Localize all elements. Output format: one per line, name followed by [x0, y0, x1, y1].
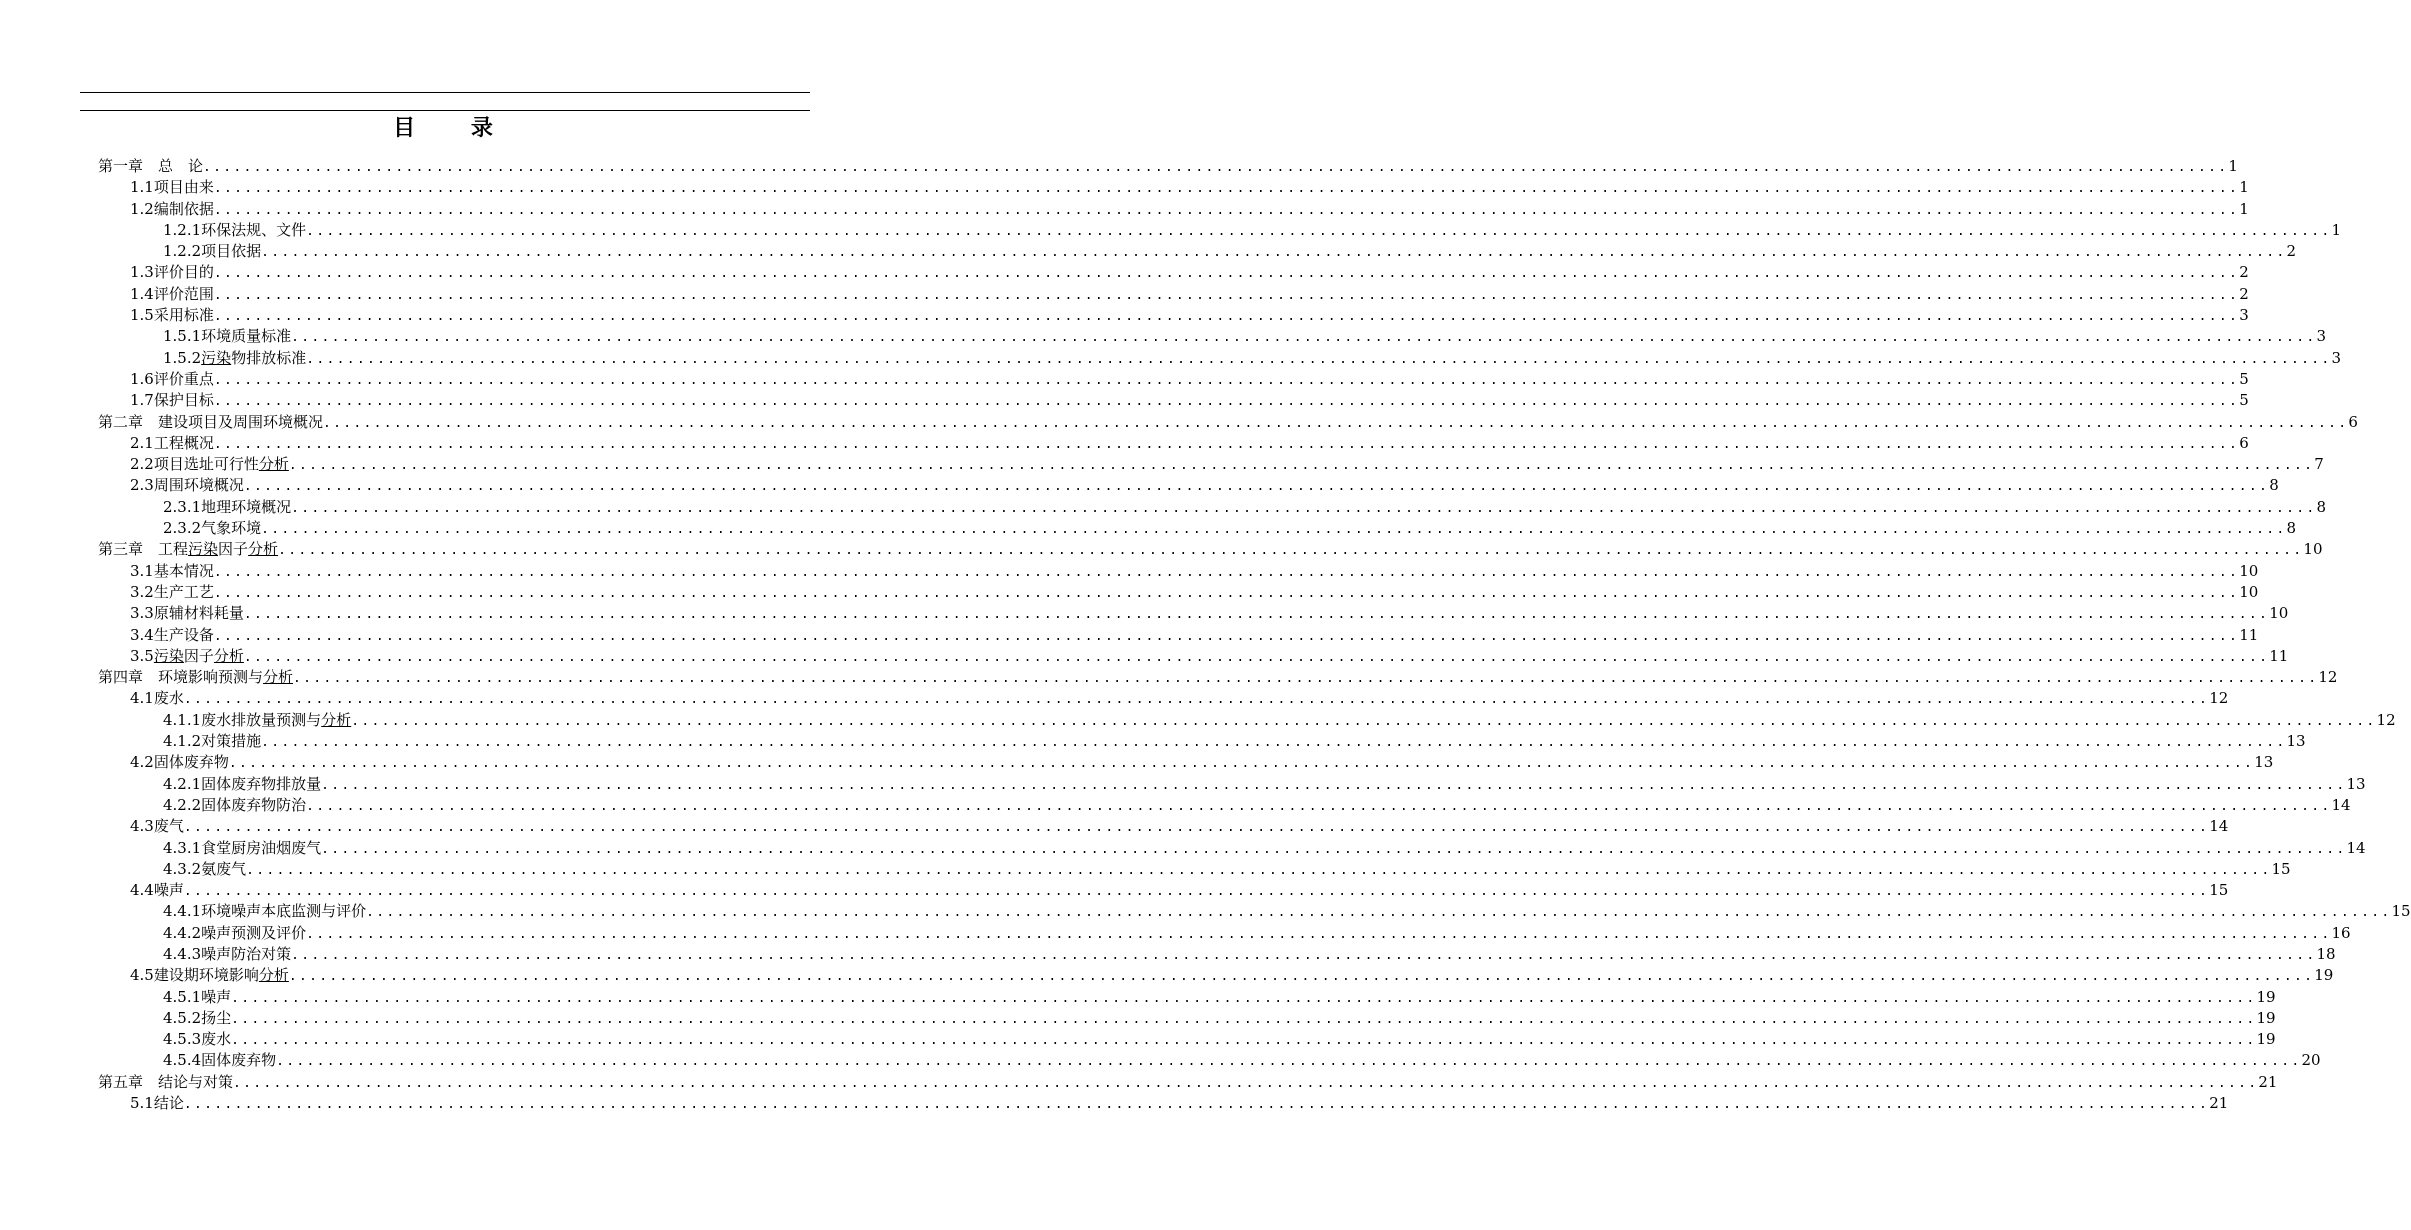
toc-entry-label: 4.5.4固体废弃物 — [163, 1051, 277, 1070]
toc-entry[interactable] — [98, 326, 2327, 347]
toc-entry-label: 2.1工程概况 — [130, 433, 214, 452]
toc-entry[interactable] — [98, 348, 2342, 369]
toc-page-number: 6 — [2348, 412, 2358, 431]
toc-entry[interactable] — [98, 1050, 2321, 1071]
toc-page-number: 5 — [2239, 391, 2249, 410]
toc-dot-leader: ........................................................................................................................................................................................................ — [243, 479, 2270, 495]
toc-entry[interactable] — [98, 220, 2342, 241]
toc-entry-label: 第一章 总 论 — [98, 157, 204, 175]
toc-entry-label: 3.1基本情况 — [130, 561, 214, 580]
toc-page-number: 1 — [2239, 199, 2249, 218]
toc-entry-label: 4.3.2氨废气 — [163, 859, 247, 878]
toc-page-number: 21 — [2258, 1072, 2278, 1091]
toc-entry[interactable] — [98, 539, 2323, 560]
toc-dot-leader: ........................................................................................................................................................................................................ — [288, 458, 2315, 474]
toc-page-number: 10 — [2303, 540, 2323, 559]
toc-dot-leader: ........................................................................................................................................................................................................ — [278, 543, 2304, 559]
toc-dot-leader: ........................................................................................................................................................................................................ — [213, 436, 2240, 452]
toc-dot-leader: ........................................................................................................................................................................................................ — [213, 628, 2240, 644]
toc-dot-leader: ........................................................................................................................................................................................................ — [306, 223, 2332, 239]
toc-entry[interactable] — [98, 305, 2249, 326]
toc-entry-label: 5.1结论 — [130, 1094, 184, 1113]
toc-dot-leader: ........................................................................................................................................................................................................ — [366, 905, 2392, 921]
toc-title: 目 录 — [393, 116, 517, 141]
toc-entry-label: 1.5.1环境质量标准 — [163, 327, 292, 346]
toc-dot-leader: ........................................................................................................................................................................................................ — [183, 820, 2210, 836]
header-rule-top — [80, 92, 810, 93]
toc-dot-leader: ........................................................................................................................................................................................................ — [213, 585, 2240, 601]
toc-dot-leader: ........................................................................................................................................................................................................ — [231, 1033, 2257, 1049]
toc-entry-label: 2.3.1地理环境概况 — [163, 497, 292, 516]
toc-page-number: 16 — [2331, 923, 2351, 942]
toc-entry-label: 4.5.2扬尘 — [163, 1008, 232, 1027]
toc-entry-label: 第二章 建设项目及周围环境概况 — [98, 412, 324, 431]
toc-entry[interactable] — [98, 561, 2259, 582]
toc-dot-leader: ........................................................................................................................................................................................................ — [306, 351, 2332, 367]
toc-dot-leader: ........................................................................................................................................................................................................ — [243, 607, 2270, 623]
toc-dot-leader: ........................................................................................................................................................................................................ — [246, 862, 2272, 878]
toc-page-number: 10 — [2239, 561, 2259, 580]
toc-entry[interactable] — [98, 518, 2297, 539]
toc-page-number: 10 — [2269, 604, 2289, 623]
header-rule-bottom — [80, 110, 810, 111]
toc-entry-label: 1.6评价重点 — [130, 369, 214, 388]
toc-entry-label: 第四章 环境影响预测与分析 — [98, 668, 294, 687]
toc-entry[interactable] — [98, 667, 2338, 688]
toc-dot-leader: ........................................................................................................................................................................................................ — [231, 1011, 2257, 1027]
toc-dot-leader: ........................................................................................................................................................................................................ — [306, 798, 2332, 814]
toc-entry-label: 3.3原辅材料耗量 — [130, 604, 244, 623]
toc-entry[interactable] — [98, 412, 2358, 433]
toc-entry[interactable] — [98, 475, 2279, 496]
toc-entry[interactable] — [98, 923, 2351, 944]
toc-dot-leader: ........................................................................................................................................................................................................ — [323, 415, 2349, 431]
toc-entry[interactable] — [98, 369, 2249, 390]
toc-entry[interactable] — [98, 582, 2259, 603]
toc-dot-leader: ........................................................................................................................................................................................................ — [213, 181, 2240, 197]
toc-dot-leader: ........................................................................................................................................................................................................ — [306, 926, 2332, 942]
toc-page-number: 21 — [2209, 1094, 2229, 1113]
toc-page-number: 5 — [2239, 369, 2249, 388]
toc-page-number: 2 — [2286, 242, 2297, 261]
toc-page-number: 14 — [2346, 838, 2366, 857]
toc-entry[interactable] — [98, 177, 2249, 198]
toc-page-number: 15 — [2209, 881, 2229, 900]
toc-dot-leader: ........................................................................................................................................................................................................ — [213, 309, 2240, 325]
toc-entry[interactable] — [98, 241, 2297, 262]
toc-entry-label: 2.3.2气象环境 — [163, 519, 262, 538]
toc-page-number: 19 — [2256, 1008, 2276, 1027]
toc-entry[interactable] — [98, 880, 2229, 901]
toc-entry-label: 4.4.1环境噪声本底监测与评价 — [163, 902, 367, 921]
toc-entry-label: 1.2.1环保法规、文件 — [163, 220, 307, 239]
toc-entry-label: 4.2.2固体废弃物防治 — [163, 795, 307, 814]
toc-dot-leader: ........................................................................................................................................................................................................ — [213, 287, 2240, 303]
toc-entry-label: 1.5.2污染物排放标准 — [163, 348, 307, 367]
toc-dot-leader: ........................................................................................................................................................................................................ — [203, 160, 2229, 175]
toc-entry-label: 4.5建设期环境影响分析 — [130, 966, 289, 985]
toc-entry[interactable] — [98, 838, 2366, 859]
toc-dot-leader: ........................................................................................................................................................................................................ — [321, 777, 2347, 793]
toc-entry-label: 4.3.1食堂厨房油烟废气 — [163, 838, 322, 857]
toc-dot-leader: ........................................................................................................................................................................................................ — [228, 756, 2255, 772]
toc-dot-leader: ........................................................................................................................................................................................................ — [293, 671, 2319, 687]
toc-dot-leader: ........................................................................................................................................................................................................ — [213, 266, 2240, 282]
toc-entry-label: 4.2固体废弃物 — [130, 753, 229, 772]
toc-dot-leader: ........................................................................................................................................................................................................ — [276, 1054, 2302, 1070]
toc-page-number: 20 — [2301, 1051, 2321, 1070]
toc-dot-leader: ........................................................................................................................................................................................................ — [233, 1075, 2259, 1091]
toc-entry-label: 4.3废气 — [130, 817, 184, 836]
toc-dot-leader: ........................................................................................................................................................................................................ — [213, 394, 2240, 410]
toc-entry[interactable] — [98, 901, 2411, 922]
toc-entry-label: 1.5采用标准 — [130, 306, 214, 325]
toc-entry[interactable] — [98, 1072, 2278, 1093]
toc-entry[interactable] — [98, 731, 2306, 752]
toc-entry[interactable] — [98, 859, 2291, 880]
toc-entry-label: 1.7保护目标 — [130, 391, 214, 410]
toc-page-number: 1 — [2228, 157, 2238, 175]
toc-entry[interactable] — [98, 284, 2249, 305]
toc-dot-leader: ........................................................................................................................................................................................................ — [291, 947, 2317, 963]
toc-page-number: 6 — [2239, 433, 2249, 452]
toc-entry-label: 3.5污染因子分析 — [130, 646, 244, 665]
toc-entry[interactable] — [98, 433, 2249, 454]
toc-page-number: 15 — [2391, 902, 2411, 921]
toc-page-number: 2 — [2239, 263, 2249, 282]
toc-entry[interactable] — [98, 965, 2334, 986]
toc-entry[interactable] — [98, 646, 2289, 667]
toc-dot-leader: ........................................................................................................................................................................................................ — [321, 841, 2347, 857]
toc-page-number: 12 — [2209, 689, 2229, 708]
toc-dot-leader: ........................................................................................................................................................................................................ — [261, 735, 2287, 751]
toc-page-number: 11 — [2239, 625, 2259, 644]
toc-entry[interactable] — [98, 497, 2327, 518]
toc-entry-label: 3.4生产设备 — [130, 625, 214, 644]
toc-entry[interactable] — [98, 1029, 2276, 1050]
toc-page-number: 1 — [2331, 220, 2342, 239]
toc-entry-label: 4.2.1固体废弃物排放量 — [163, 774, 322, 793]
toc-page-number: 10 — [2239, 582, 2259, 601]
toc-entry[interactable] — [98, 795, 2351, 816]
toc-dot-leader: ........................................................................................................................................................................................................ — [213, 202, 2240, 218]
toc-entry-label: 1.2.2项目依据 — [163, 242, 262, 261]
toc-entry-label: 2.3周围环境概况 — [130, 476, 244, 495]
toc-page-number: 19 — [2256, 1030, 2276, 1049]
toc-entry[interactable] — [98, 944, 2336, 965]
toc-page-number: 3 — [2316, 327, 2327, 346]
toc-entry-label: 4.1.1废水排放量预测与分析 — [163, 710, 352, 729]
toc-page-number: 18 — [2316, 944, 2336, 963]
toc-page-number: 19 — [2256, 987, 2276, 1006]
toc-entry[interactable] — [98, 199, 2249, 220]
toc-entry-label: 1.4评价范围 — [130, 284, 214, 303]
toc-page-number: 1 — [2239, 178, 2249, 197]
toc-entry-label: 2.2项目选址可行性分析 — [130, 455, 289, 474]
toc-entry-label: 3.2生产工艺 — [130, 582, 214, 601]
toc-entry-label: 第五章 结论与对策 — [98, 1072, 234, 1091]
toc-entry-label: 4.4.3噪声防治对策 — [163, 944, 292, 963]
toc-page-number: 7 — [2314, 455, 2324, 474]
toc-page-number: 14 — [2209, 817, 2229, 836]
toc-entry[interactable] — [98, 816, 2229, 837]
toc-entry[interactable] — [98, 390, 2249, 411]
toc-entry-label: 4.5.3废水 — [163, 1030, 232, 1049]
toc-dot-leader: ........................................................................................................................................................................................................ — [243, 649, 2270, 665]
toc-entry-label: 4.1废水 — [130, 689, 184, 708]
toc-dot-leader: ........................................................................................................................................................................................................ — [291, 500, 2317, 516]
toc-entry[interactable] — [98, 774, 2366, 795]
toc-page-number: 14 — [2331, 795, 2351, 814]
toc-entry[interactable] — [98, 454, 2324, 475]
toc-page-number: 11 — [2269, 646, 2289, 665]
toc-page-number: 12 — [2318, 668, 2338, 687]
toc-entry[interactable] — [98, 752, 2274, 773]
toc-dot-leader: ........................................................................................................................................................................................................ — [291, 330, 2317, 346]
toc-entry-label: 4.5.1噪声 — [163, 987, 232, 1006]
toc-page-number: 19 — [2314, 966, 2334, 985]
toc-entry-label: 第三章 工程污染因子分析 — [98, 540, 279, 559]
toc-dot-leader: ........................................................................................................................................................................................................ — [261, 245, 2287, 261]
toc-page-number: 13 — [2286, 732, 2306, 751]
table-of-contents — [98, 156, 2411, 1114]
toc-dot-leader: ........................................................................................................................................................................................................ — [183, 884, 2210, 900]
toc-entry[interactable] — [98, 1093, 2229, 1114]
toc-page-number: 15 — [2271, 859, 2291, 878]
toc-entry[interactable] — [98, 688, 2229, 709]
toc-entry[interactable] — [98, 262, 2249, 283]
toc-entry-label: 1.3评价目的 — [130, 263, 214, 282]
toc-dot-leader: ........................................................................................................................................................................................................ — [183, 1097, 2210, 1113]
toc-page-number: 8 — [2286, 519, 2297, 538]
toc-entry-label: 1.2编制依据 — [130, 199, 214, 218]
toc-page-number: 2 — [2239, 284, 2249, 303]
toc-entry-label: 4.4噪声 — [130, 881, 184, 900]
toc-dot-leader: ........................................................................................................................................................................................................ — [183, 692, 2210, 708]
toc-dot-leader: ........................................................................................................................................................................................................ — [213, 372, 2240, 388]
toc-entry[interactable] — [98, 603, 2289, 624]
toc-dot-leader: ........................................................................................................................................................................................................ — [231, 990, 2257, 1006]
toc-entry[interactable] — [98, 710, 2396, 731]
toc-page-number: 13 — [2254, 753, 2274, 772]
toc-page-number: 12 — [2376, 710, 2396, 729]
toc-dot-leader: ........................................................................................................................................................................................................ — [213, 564, 2240, 580]
toc-entry-label: 4.4.2噪声预测及评价 — [163, 923, 307, 942]
toc-entry-label: 4.1.2对策措施 — [163, 732, 262, 751]
toc-entry[interactable] — [98, 156, 2238, 177]
toc-entry-label: 1.1项目由来 — [130, 178, 214, 197]
toc-entry[interactable] — [98, 625, 2259, 646]
toc-page-number: 8 — [2316, 497, 2327, 516]
toc-entry[interactable] — [98, 987, 2276, 1008]
toc-page-number: 3 — [2331, 348, 2342, 367]
toc-page-number: 3 — [2239, 306, 2249, 325]
toc-page-number: 8 — [2269, 476, 2279, 495]
toc-entry[interactable] — [98, 1008, 2276, 1029]
toc-dot-leader: ........................................................................................................................................................................................................ — [288, 969, 2315, 985]
toc-dot-leader: ........................................................................................................................................................................................................ — [261, 522, 2287, 538]
toc-page-number: 13 — [2346, 774, 2366, 793]
toc-dot-leader: ........................................................................................................................................................................................................ — [351, 713, 2377, 729]
